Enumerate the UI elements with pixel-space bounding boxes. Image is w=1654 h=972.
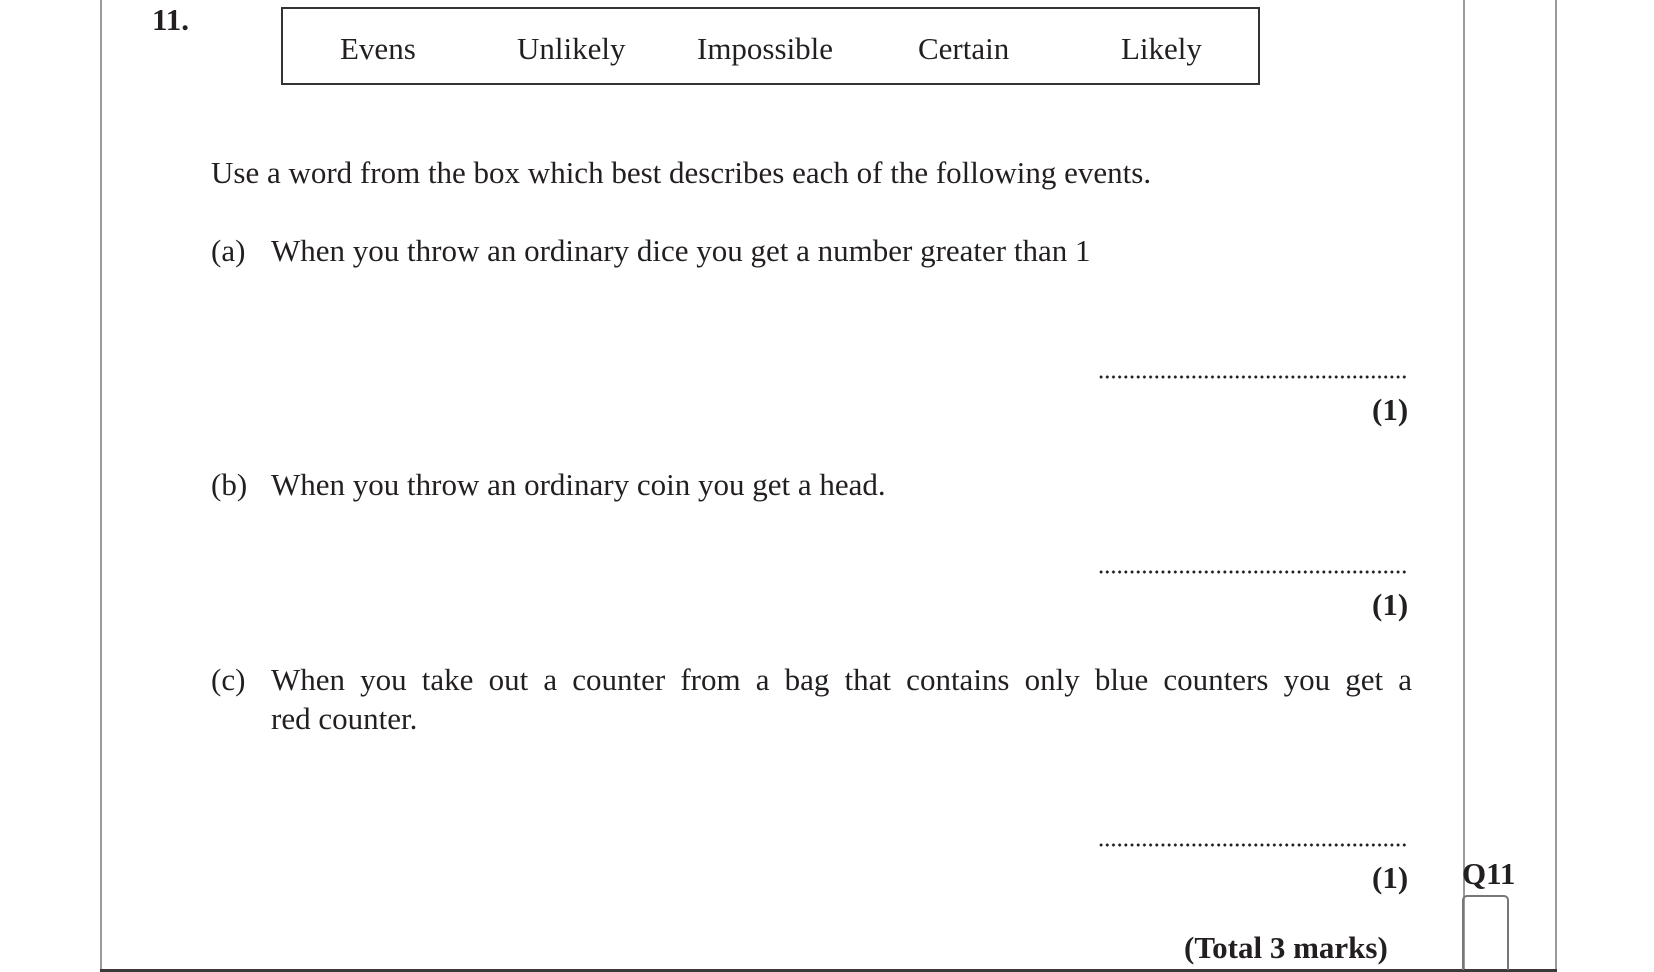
part-a-answer-line[interactable]	[1098, 374, 1406, 380]
part-c-marks: (1)	[1372, 860, 1409, 895]
part-b-label: (b)	[211, 467, 248, 502]
part-a-label: (a)	[211, 233, 246, 268]
margin-column-border	[1463, 0, 1465, 972]
total-marks: (Total 3 marks)	[1184, 930, 1388, 965]
part-c-answer-line[interactable]	[1098, 842, 1406, 848]
word-likely: Likely	[1121, 31, 1202, 66]
part-c-text-line-2: red counter.	[271, 701, 418, 736]
part-b-answer-line[interactable]	[1098, 569, 1406, 575]
instruction-text: Use a word from the box which best describes each of the following events.	[211, 155, 1152, 190]
word-impossible: Impossible	[697, 31, 834, 66]
part-b-text: When you throw an ordinary coin you get a head.	[271, 467, 886, 502]
page-right-border	[1555, 0, 1557, 972]
part-c-label: (c)	[211, 662, 246, 697]
question-number: 11.	[152, 2, 190, 37]
part-b-marks: (1)	[1372, 587, 1409, 622]
part-a-marks: (1)	[1372, 392, 1409, 427]
word-unlikely: Unlikely	[517, 31, 626, 66]
word-evens: Evens	[340, 31, 416, 66]
word-box	[281, 7, 1260, 85]
margin-question-label: Q11	[1462, 856, 1516, 891]
examiner-score-box[interactable]	[1462, 895, 1509, 970]
page-left-border	[100, 0, 102, 972]
word-certain: Certain	[918, 31, 1010, 66]
part-a-text: When you throw an ordinary dice you get a number greater than 1	[271, 233, 1091, 268]
part-c-text-line-1: When you take out a counter from a bag that contains only blue counters you get a	[271, 662, 1412, 697]
